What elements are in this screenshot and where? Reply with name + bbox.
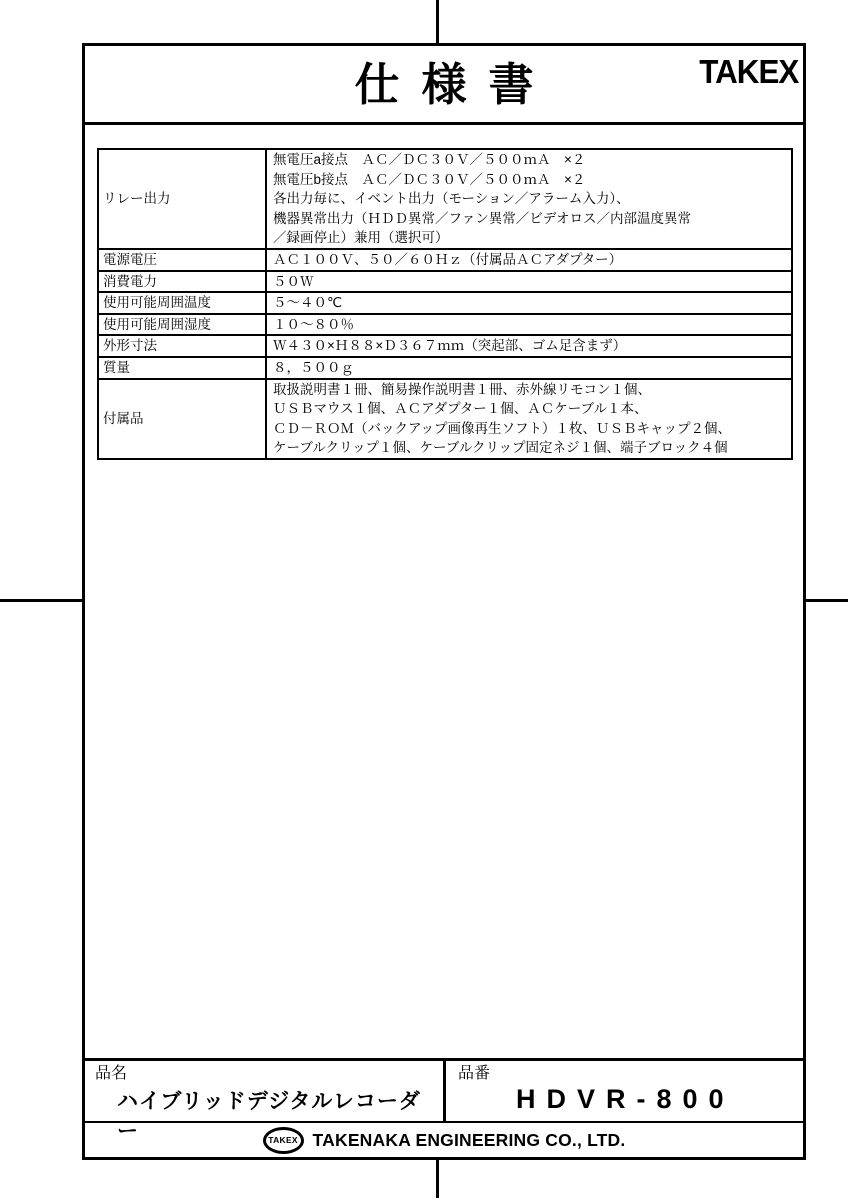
spec-row-label: 電源電圧: [98, 249, 266, 271]
product-name-label: 品名: [95, 1065, 128, 1082]
spec-row-label: 消費電力: [98, 271, 266, 293]
spec-row-label: リレー出力: [98, 149, 266, 249]
spec-value-line: 各出力毎に、イベント出力（モーション／アラーム入力）、: [273, 191, 630, 207]
takex-oval-logo-icon: TAKEX: [263, 1127, 304, 1154]
company-footer: [85, 1123, 803, 1157]
spec-value-line: ＵＳＢマウス１個、ＡＣアダプター１個、ＡＣケーブル１本、: [273, 401, 648, 417]
product-number-cell: [446, 1061, 803, 1121]
spec-row-value: ８，５００ｇ: [266, 357, 792, 379]
spec-value-line: 無電圧a接点 ＡＣ／ＤＣ３０Ｖ／５００ｍＡ ×２: [273, 152, 586, 167]
product-name-value: ハイブリッドデジタルレコーダー: [117, 1090, 421, 1143]
product-number-label: 品番: [458, 1065, 491, 1082]
spec-value-line: 取扱説明書１冊、簡易操作説明書１冊、赤外線リモコン１個、: [273, 381, 651, 397]
crop-mark-left: [0, 599, 82, 602]
spec-value-line: ケーブルクリップ１個、ケーブルクリップ固定ネジ１個、端子ブロック４個: [273, 440, 728, 456]
takex-logo: TAKEX: [698, 53, 798, 90]
page-title: 仕様書: [354, 58, 556, 110]
spec-row-value: [266, 149, 792, 249]
spec-row-label: 使用可能周囲湿度: [98, 314, 266, 336]
title-bar: [85, 46, 803, 125]
spec-row-value: ５０Ｗ: [266, 271, 792, 293]
spec-table: [97, 148, 793, 460]
table-row: [98, 314, 792, 336]
table-row: [98, 249, 792, 271]
table-row: [98, 379, 792, 459]
spec-value-line: 無電圧b接点 ＡＣ／ＤＣ３０Ｖ／５００ｍＡ ×２: [273, 171, 586, 187]
spec-value-line: ／録画停止）兼用（選択可）: [273, 230, 449, 246]
spec-row-label: 付属品: [98, 379, 266, 459]
document-body: [85, 125, 803, 1061]
crop-mark-bottom: [436, 1160, 439, 1198]
crop-mark-top: [436, 0, 439, 43]
table-row: [98, 149, 792, 249]
product-number-value: HDVR-800: [516, 1084, 735, 1114]
table-row: [98, 271, 792, 293]
spec-row-label: 使用可能周囲温度: [98, 292, 266, 314]
spec-value-line: 機器異常出力（ＨＤＤ異常／ファン異常／ビデオロス／内部温度異常: [273, 210, 691, 226]
spec-row-value: Ｗ４３０×Ｈ８８×Ｄ３６７ｍｍ（突起部、ゴム足含まず）: [266, 335, 792, 357]
spec-row-value: １０～８０％: [266, 314, 792, 336]
table-row: [98, 292, 792, 314]
company-name: TAKENAKA ENGINEERING CO., LTD.: [312, 1129, 626, 1150]
crop-mark-right: [806, 599, 848, 602]
spec-row-value: ＡＣ１００Ｖ、５０／６０Ｈｚ（付属品ＡＣアダプター）: [266, 249, 792, 271]
spec-row-label: 質量: [98, 357, 266, 379]
table-row: [98, 357, 792, 379]
spec-value-line: ＣＤ－ＲＯＭ（バックアップ画像再生ソフト）１枚、ＵＳＢキャップ２個、: [273, 420, 732, 436]
spec-row-label: 外形寸法: [98, 335, 266, 357]
table-row: [98, 335, 792, 357]
spec-row-value: [266, 379, 792, 459]
spec-row-value: ５～４０℃: [266, 292, 792, 314]
document-frame: [82, 43, 806, 1160]
